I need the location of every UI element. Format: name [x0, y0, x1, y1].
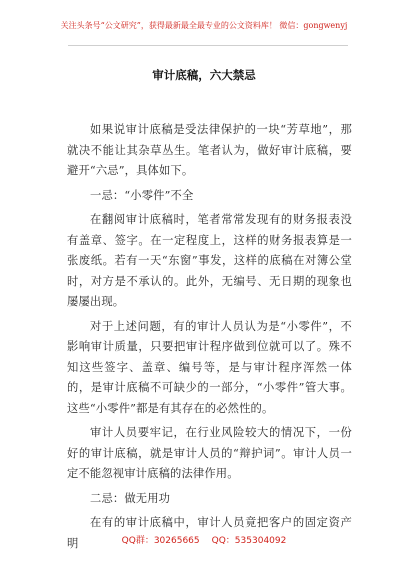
document-title: 审计底稿，六大禁忌	[152, 68, 256, 82]
document-body	[67, 120, 352, 554]
footer-qq-group: QQ群：30265665	[121, 536, 200, 546]
paragraph-intro: 如果说审计底稿是受法律保护的一块“芳草地”，那就决不能让其杂草丛生。笔者认为，做好审计底稿，要避开“六忌”，具体如下。	[67, 123, 352, 177]
footer-qq-contact: QQ：535304092	[211, 536, 287, 546]
footer-contact	[0, 536, 408, 547]
paragraph: 审计人员要牢记，在行业风险较大的情况下，一份好的审计底稿，就是审计人员的“辩护词”。审计人员一定不能忽视审计底稿的法律作用。	[67, 426, 352, 480]
paragraph: 在有的审计底稿中，审计人员竟把客户的固定资产明	[67, 516, 352, 550]
paragraph: 在翻阅审计底稿时，笔者常常发现有的财务报表没有盖章、签字。在一定程度上，这样的财务报表算是一张废纸。若有一天“东窗”事发，这样的底稿在对簿公堂时，对方是不承认的。此外，无编号、无日期的现象也屡屡出现。	[67, 213, 352, 308]
header-divider	[68, 45, 348, 46]
section-heading-1: 一忌：“小零件”不全	[90, 188, 194, 202]
header-banner: 关注头条号“公文研究”，获得最新最全最专业的公文资料库！ 微信：gongwenyj	[60, 21, 348, 30]
section-heading-2: 二忌：做无用功	[90, 491, 171, 505]
paragraph: 对于上述问题，有的审计人员认为是“小零件”，不影响审计质量，只要把审计程序做到位就可以了。殊不知这些签字、盖章、编号等，是与审计程序浑然一体的，是审计底稿不可缺少的一部分，“小零件”管大事。这些“小零件”都是有其存在的必然性的。	[67, 319, 352, 415]
